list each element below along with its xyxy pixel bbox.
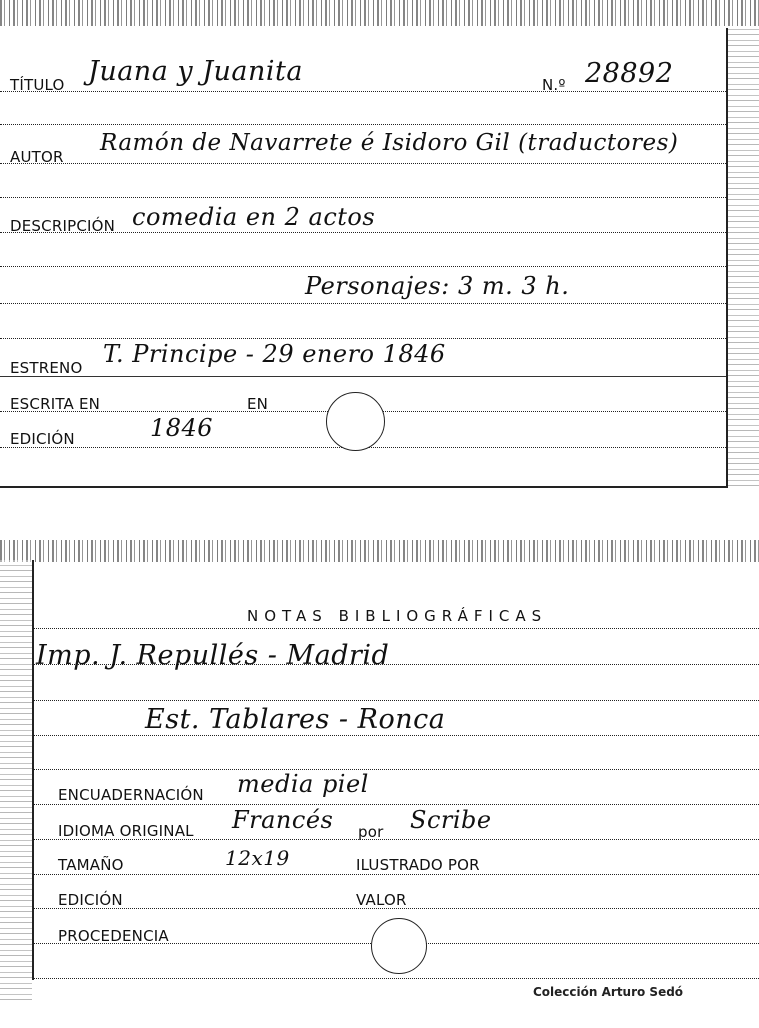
descripcion-value: comedia en 2 actos <box>132 203 376 231</box>
scan-edge-noise <box>0 540 759 562</box>
scan-edge-noise <box>728 26 759 486</box>
idioma-label: IDIOMA ORIGINAL <box>58 822 194 840</box>
valor-label: VALOR <box>356 891 407 909</box>
ruled-line <box>32 978 759 979</box>
ruled-line <box>0 91 726 92</box>
ruled-line <box>0 163 726 164</box>
ruled-line <box>32 628 759 629</box>
ilustrado-label: ILUSTRADO POR <box>356 856 480 874</box>
ruled-line <box>32 769 759 770</box>
edicion-label-2: EDICIÓN <box>58 891 123 909</box>
por-value: Scribe <box>410 806 492 834</box>
en-label: EN <box>247 395 269 413</box>
descripcion-label: DESCRIPCIÓN <box>10 217 116 235</box>
ruled-line <box>0 338 726 339</box>
idioma-value: Francés <box>232 806 334 834</box>
procedencia-label: PROCEDENCIA <box>58 927 169 945</box>
encuadernacion-value: media piel <box>237 770 369 798</box>
ruled-line <box>0 303 726 304</box>
estreno-label: ESTRENO <box>10 359 83 377</box>
titulo-label: TÍTULO <box>10 76 65 94</box>
nota-line-2: Est. Tablares - Ronca <box>145 704 446 735</box>
encuadernacion-label: ENCUADERNACIÓN <box>58 786 204 804</box>
tamano-label: TAMAÑO <box>58 856 124 874</box>
collection-credit: Colección Arturo Sedó <box>533 985 684 999</box>
ruled-line <box>32 804 759 805</box>
ruled-line <box>32 874 759 875</box>
ruled-line <box>0 124 726 125</box>
nota-line-1: Imp. J. Repullés - Madrid <box>36 640 390 671</box>
ruled-line <box>0 266 726 267</box>
ruled-line <box>32 735 759 736</box>
ruled-line <box>0 197 726 198</box>
scan-edge-noise <box>0 0 759 26</box>
edicion-label: EDICIÓN <box>10 430 75 448</box>
estreno-value: T. Principe - 29 enero 1846 <box>103 340 446 368</box>
escrita-en-label: ESCRITA EN <box>10 395 101 413</box>
numero-label: N.º <box>542 76 566 94</box>
catalog-card-front <box>0 0 759 492</box>
autor-label: AUTOR <box>10 148 64 166</box>
por-label: por <box>358 823 384 841</box>
ruled-line <box>32 700 759 701</box>
scan-edge-noise <box>0 560 32 1000</box>
autor-value: Ramón de Navarrete é Isidoro Gil (traductores) <box>100 130 679 156</box>
tamano-value: 12x19 <box>225 846 290 870</box>
punch-hole <box>326 392 385 451</box>
titulo-value: Juana y Juanita <box>88 56 303 87</box>
ruled-line <box>0 376 726 377</box>
personajes-value: Personajes: 3 m. 3 h. <box>305 272 570 300</box>
notas-heading: NOTAS BIBLIOGRÁFICAS <box>247 607 548 625</box>
numero-value: 28892 <box>585 58 674 89</box>
edicion-value: 1846 <box>150 414 214 442</box>
punch-hole <box>371 918 427 974</box>
